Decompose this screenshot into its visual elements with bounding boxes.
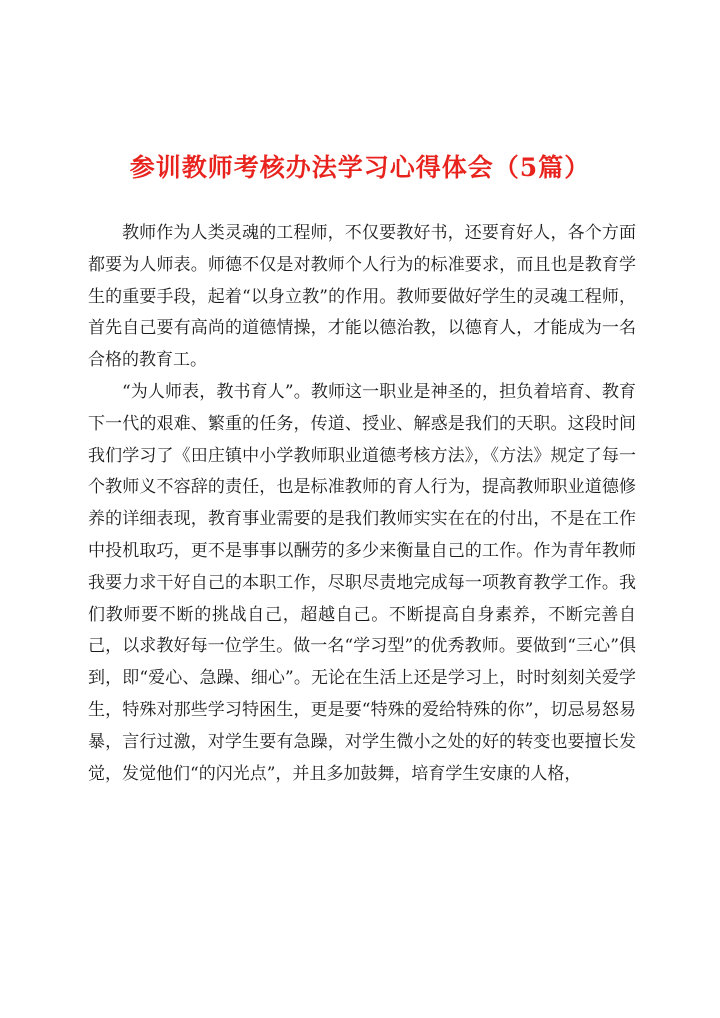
- document-body: [88, 218, 636, 790]
- document-title: 参训教师考核办法学习心得体会（5篇）: [129, 153, 591, 182]
- paragraph-2: “为人师表，教书育人”。教师这一职业是神圣的，担负着培育、教育下一代的艰难、繁重的任务，传道、授业、解惑是我们的天职。这段时间我们学习了《田庄镇中小学教师职业道德考核方法》，《方法》规定了每一个教师义不容辞的责任，也是标准教师的育人行为，提高教师职业道德修养的详细表现，教育事业需要的是我们教师实实在在的付出，不是在工作中投机取巧，更不是事事以酬劳的多少来衡量自己的工作。作为青年教师我要力求干好自己的本职工作，尽职尽责地完成每一项教育教学工作。我们教师要不断的挑战自己，超越自己。不断提高自身素养，不断完善自己，以求教好每一位学生。做一名“学习型”的优秀教师。要做到“三心”俱到，即“爱心、急躁、细心”。无论在生活上还是学习上，时时刻刻关爱学生，特殊对那些学习特困生，更是要“特殊的爱给特殊的你”，切忌易怒易暴，言行过激，对学生要有急躁，对学生微小之处的好的转变也要擅长发觉，发觉他们“的闪光点”，并且多加鼓舞，培育学生安康的人格，: [88, 381, 636, 784]
- paragraph-1: 教师作为人类灵魂的工程师，不仅要教好书，还要育好人，各个方面都要为人师表。师德不仅是对教师个人行为的标准要求，而且也是教育学生的重要手段，起着“以身立教”的作用。教师要做好学生的灵魂工程师，首先自己要有高尚的道德情操，才能以德治教，以德育人，才能成为一名合格的教育工。: [88, 223, 636, 371]
